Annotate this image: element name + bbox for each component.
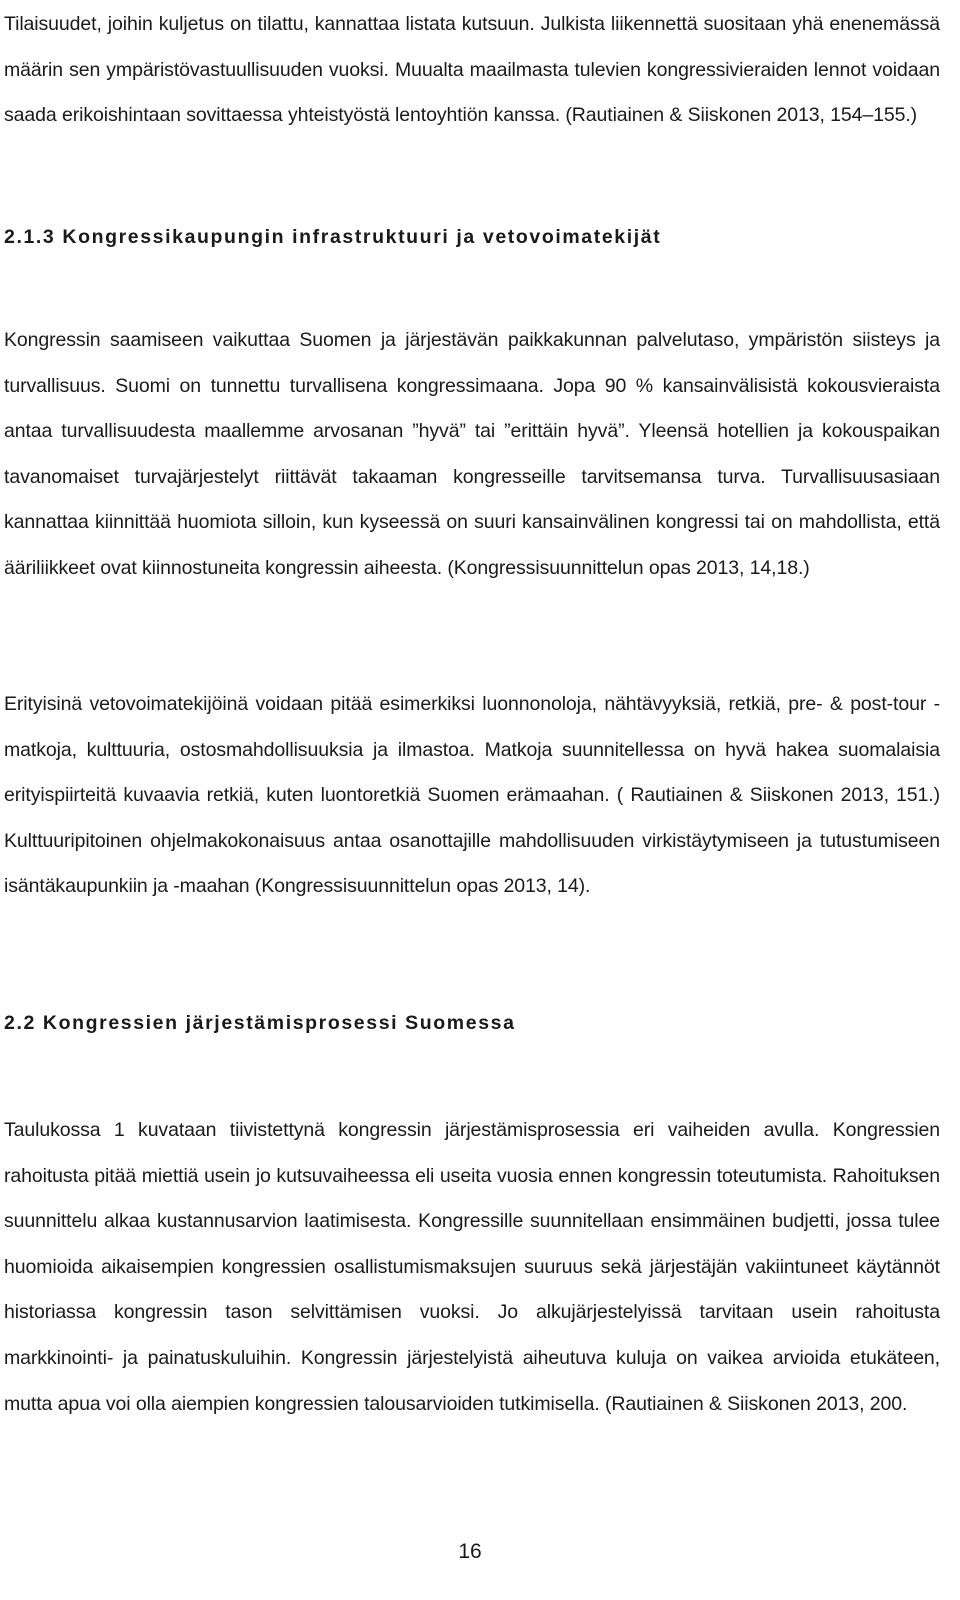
section-heading-process: 2.2 Kongressien järjestämisprosessi Suomessa — [4, 1012, 516, 1034]
body-paragraph-transport: Tilaisuudet, joihin kuljetus on tilattu, kannattaa listata kutsuun. Julkista liikennettä suositaan yhä enenemässä määrin sen ympäristövastuullisuuden vuoksi. Muualta maailmasta tulevien kongressivieraiden lennot voidaan saada erikoishintaan sovittaessa yhteistyöstä lentoyhtiön kanssa. (Rautiainen & Siiskonen 2013, 154–155.) — [4, 13, 940, 127]
section-heading-infrastructure: 2.1.3 Kongressikaupungin infrastruktuuri ja vetovoimatekijät — [4, 226, 662, 248]
body-paragraph-attractions: Erityisinä vetovoimatekijöinä voidaan pitää esimerkiksi luonnonoloja, nähtävyyksiä, retkiä, pre- & post-tour -matkoja, kulttuuria, ostosmahdollisuuksia ja ilmastoa. Matkoja suunnitellessa on hyvä hakea suomalaisia erityispiirteitä kuvaavia retkiä, kuten luontoretkiä Suomen erämaahan. ( Rautiainen & Siiskonen 2013, 151.) Kulttuuripitoinen ohjelmakokonaisuus antaa osanottajille mahdollisuuden virkistäytymiseen ja tutustumiseen isäntäkaupunkiin ja -maahan (Kongressisuunnittelun opas 2013, 14). — [4, 693, 940, 898]
body-paragraph-safety: Kongressin saamiseen vaikuttaa Suomen ja järjestävän paikkakunnan palvelutaso, ympäristön siisteys ja turvallisuus. Suomi on tunnettu turvallisena kongressimaana. Jopa 90 % kansainvälisistä kokousvieraista antaa turvallisuudesta maallemme arvosanan ”hyvä” tai ”erittäin hyvä”. Yleensä hotellien ja kokouspaikan tavanomaiset turvajärjestelyt riittävät takaaman kongresseille tarvitsemansa turva. Turvallisuusasiaan kannattaa kiinnittää huomiota silloin, kun kyseessä on suuri kansainvälinen kongressi tai on mahdollista, että ääriliikkeet ovat kiinnostuneita kongressin aiheesta. (Kongressisuunnittelun opas 2013, 14,18.) — [4, 329, 940, 579]
page-number: 16 — [458, 1540, 482, 1563]
body-paragraph-financing: Taulukossa 1 kuvataan tiivistettynä kongressin järjestämisprosessia eri vaiheiden avulla. Kongressien rahoitusta pitää miettiä usein jo kutsuvaiheessa eli useita vuosia ennen kongressin toteutumista. Rahoituksen suunnittelu alkaa kustannusarvion laatimisesta. Kongressille suunnitellaan ensimmäinen budjetti, jossa tulee huomioida aikaisempien kongressien osallistumismaksujen suuruus sekä järjestäjän vakiintuneet käytännöt historiassa kongressin tason selvittämisen vuoksi. Jo alkujärjestelyissä tarvitaan usein rahoitusta markkinointi- ja painatuskuluihin. Kongressin järjestelyistä aiheutuva kuluja on vaikea arvioida etukäteen, mutta apua voi olla aiempien kongressien talousarvioiden tutkimisella. (Rautiainen & Siiskonen 2013, 200. — [4, 1119, 940, 1415]
